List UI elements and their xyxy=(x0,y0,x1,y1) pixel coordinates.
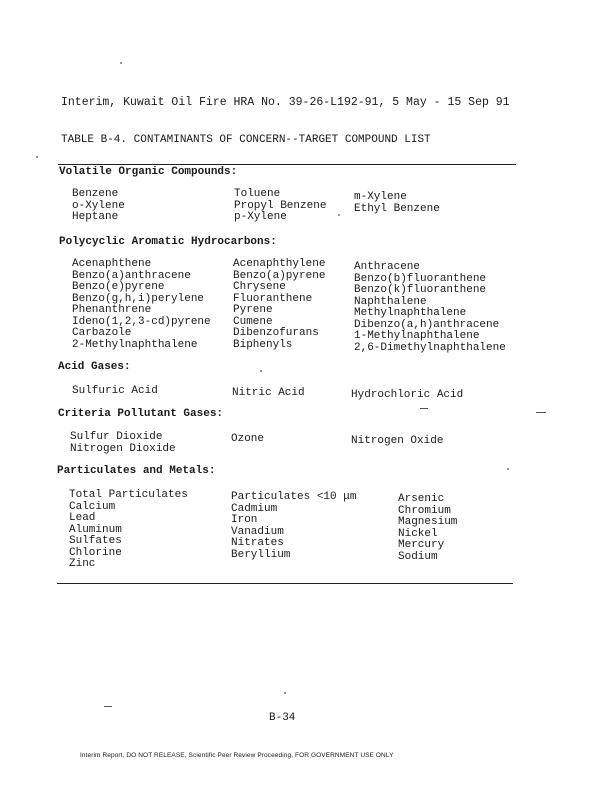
compound-entry: Benzo(e)pyrene xyxy=(72,281,165,293)
table-top-rule xyxy=(58,164,516,165)
compound-entry: Aluminum xyxy=(69,523,122,536)
pah-column-3 xyxy=(354,262,506,354)
acid-column-3 xyxy=(351,390,463,402)
compound-entry: Nitrates xyxy=(231,537,284,549)
compound-entry: Nickel xyxy=(398,527,438,540)
compound-entry: Calcium xyxy=(69,500,116,513)
document-title-line: Interim, Kuwait Oil Fire HRA No. 39-26-L192-91, 5 May - 15 Sep 91 xyxy=(61,96,510,109)
acid-column-2 xyxy=(232,388,305,400)
compound-entry: Iron xyxy=(231,514,258,526)
compound-entry: Particulates <10 μm xyxy=(231,491,357,503)
table-title: TABLE B-4. CONTAMINANTS OF CONCERN--TARGET COMPOUND LIST xyxy=(61,134,431,146)
compound-entry: Lead xyxy=(69,512,96,524)
scan-speck xyxy=(120,62,122,64)
compound-entry: Sulfur Dioxide xyxy=(70,431,163,443)
compound-entry: Benzene xyxy=(72,188,119,200)
criteria-column-3 xyxy=(351,436,443,448)
compound-entry: Carbazole xyxy=(72,327,132,339)
compound-entry: Heptane xyxy=(72,211,119,223)
scan-mark xyxy=(536,412,546,413)
compound-entry: Cadmium xyxy=(231,502,278,515)
compound-entry: Pyrene xyxy=(233,304,273,316)
compound-entry: Ideno(1,2,3-cd)pyrene xyxy=(72,315,211,328)
section-heading-acid: Acid Gases: xyxy=(58,361,131,373)
compound-entry: Benzo(b)fluoranthene xyxy=(354,272,487,285)
compound-entry: Dibenzo(a,h)anthracene xyxy=(354,318,500,331)
compound-entry: Benzo(g,h,i)perylene xyxy=(72,292,205,305)
compound-entry: Benzo(k)fluoranthene xyxy=(354,284,487,296)
compound-entry: Vanadium xyxy=(231,525,284,538)
compound-entry: Acenaphthylene xyxy=(233,258,326,270)
compound-entry: Propyl Benzene xyxy=(234,199,327,212)
voc-column-3 xyxy=(354,192,440,215)
scan-speck xyxy=(36,156,38,158)
compound-entry: Beryllium xyxy=(231,548,291,561)
compound-entry: 1-Methylnaphthalene xyxy=(354,330,480,342)
criteria-column-1 xyxy=(70,432,176,455)
compound-entry: Ozone xyxy=(231,433,265,445)
compound-entry: Sulfates xyxy=(69,535,122,547)
compound-entry: Mercury xyxy=(398,539,445,551)
compound-entry: Methylnaphthalene xyxy=(354,307,467,319)
compound-entry: Chrysene xyxy=(233,281,286,293)
compound-entry: m-Xylene xyxy=(354,191,407,203)
compound-entry: Chromium xyxy=(398,504,451,517)
compound-entry: Benzo(a)pyrene xyxy=(233,269,326,282)
distribution-footer: Interim Report, DO NOT RELEASE, Scientific Peer Review Proceeding, FOR GOVERNMENT USE ONLY xyxy=(80,752,394,759)
compound-entry: Phenanthrene xyxy=(72,304,152,316)
compound-entry: Biphenyls xyxy=(233,338,293,351)
compound-entry: Dibenzofurans xyxy=(233,327,319,339)
table-bottom-rule xyxy=(57,583,513,584)
compound-entry: Toluene xyxy=(234,188,281,200)
particulates-column-2 xyxy=(231,492,356,561)
section-heading-criteria: Criteria Pollutant Gases: xyxy=(58,408,224,420)
compound-entry: Benzo(a)anthracene xyxy=(72,269,191,282)
compound-entry: Zinc xyxy=(69,558,96,570)
pah-column-2 xyxy=(233,259,325,351)
compound-entry: Naphthalene xyxy=(354,295,427,308)
compound-entry: Sulfuric Acid xyxy=(72,385,158,397)
criteria-column-2 xyxy=(231,434,264,446)
scan-mark xyxy=(420,408,428,409)
compound-entry: 2,6-Dimethylnaphthalene xyxy=(354,341,506,354)
page-number: B-34 xyxy=(269,712,296,724)
scan-speck xyxy=(338,214,340,216)
scan-speck xyxy=(507,468,509,470)
particulates-column-1 xyxy=(69,490,188,571)
scan-speck xyxy=(284,692,286,694)
particulates-column-3 xyxy=(398,494,457,563)
compound-entry: Acenaphthene xyxy=(72,258,152,270)
compound-entry: Chlorine xyxy=(69,546,122,559)
compound-entry: Nitric Acid xyxy=(232,387,305,399)
compound-entry: Arsenic xyxy=(398,493,445,505)
pah-column-1 xyxy=(72,259,211,351)
compound-entry: Fluoranthene xyxy=(233,292,313,305)
compound-entry: Nitrogen Oxide xyxy=(351,435,444,447)
compound-entry: Cumene xyxy=(233,315,273,328)
compound-entry: Anthracene xyxy=(354,261,421,273)
scan-speck xyxy=(260,370,262,372)
compound-entry: Magnesium xyxy=(398,516,458,528)
acid-column-1 xyxy=(72,386,158,398)
scan-mark xyxy=(104,706,112,707)
section-heading-voc: Volatile Organic Compounds: xyxy=(59,166,238,178)
compound-entry: Nitrogen Dioxide xyxy=(70,442,176,455)
section-heading-pah: Polycyclic Aromatic Hydrocarbons: xyxy=(59,236,277,248)
compound-entry: Hydrochloric Acid xyxy=(351,389,464,401)
compound-entry: Ethyl Benzene xyxy=(354,202,440,215)
voc-column-2 xyxy=(234,189,326,224)
compound-entry: p-Xylene xyxy=(234,211,287,223)
compound-entry: 2-Methylnaphthalene xyxy=(72,338,198,351)
compound-entry: Sodium xyxy=(398,550,438,563)
compound-entry: Total Particulates xyxy=(69,489,188,501)
voc-column-1 xyxy=(72,189,125,224)
compound-entry: o-Xylene xyxy=(72,199,125,212)
section-heading-particulates: Particulates and Metals: xyxy=(57,465,216,477)
